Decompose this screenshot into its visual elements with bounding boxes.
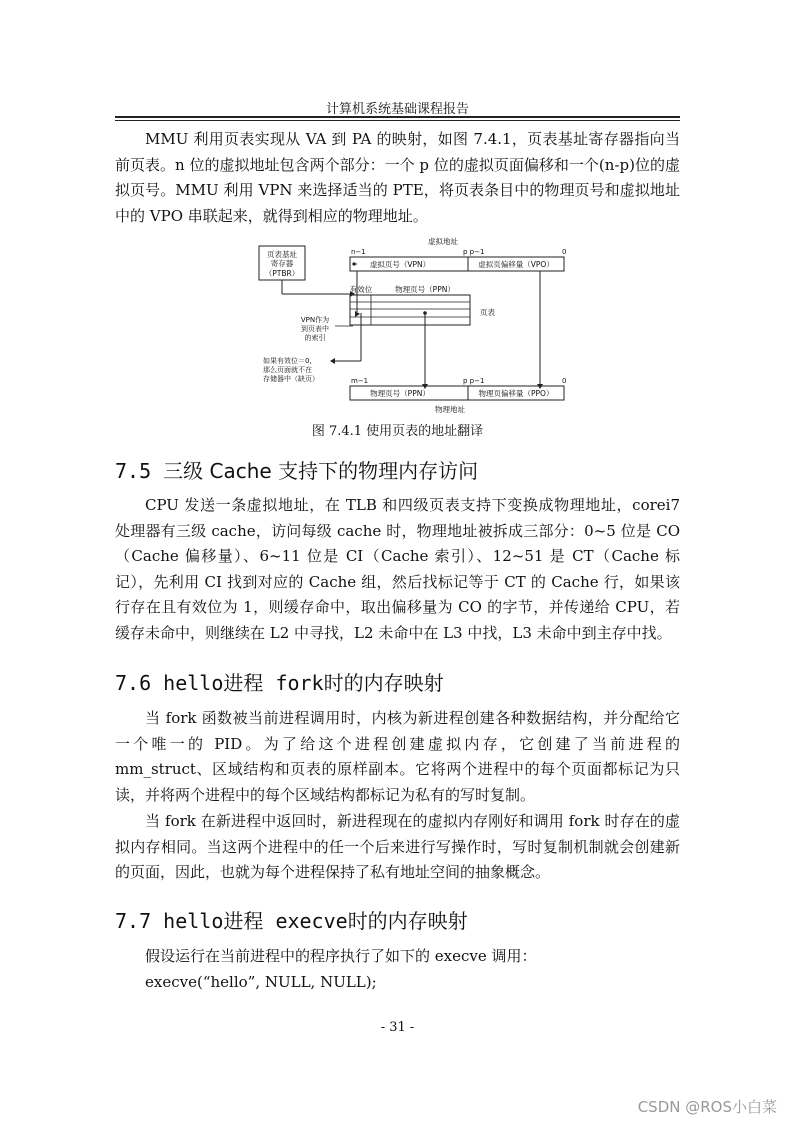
section-7-6-paragraph-2: 当 fork 在新进程中返回时，新进程现在的虚拟内存刚好和调用 fork 时存在的虚拟内存相同。当这两个进程中的任一个后来进行写操作时，写时复制机制就会创建新的页面，因此，也就为每个进程保持了私有地址空间的抽象概念。 <box>115 812 680 881</box>
intro-paragraph: MMU 利用页表实现从 VA 到 PA 的映射，如图 7.4.1，页表基址寄存器指向当前页表。n 位的虚拟地址包含两个部分：一个 p 位的虚拟页面偏移和一个(n-p)位的虚拟页号。MMU 利用 VPN 来选择适当的 PTE，将页表条目中的物理页号和虚拟地址中的 VPO 串联起来，就得到相应的物理地址。 <box>115 130 680 225</box>
section-7-7-mono1: hello <box>163 909 224 933</box>
section-7-5-title: 三级 Cache 支持下的物理内存访问 <box>163 459 479 483</box>
section-7-6-paragraph-1: 当 fork 函数被当前进程调用时，内核为新进程创建各种数据结构，并分配给它一个唯一的 PID。为了给这个进程创建虚拟内存，它创建了当前进程的 mm_struct、区域结构和页表的原样副本。它将两个进程中的每个页面都标记为只读，并将两个进程中的每个区域结构都标记为私有的写时复制。 <box>115 709 680 804</box>
section-7-7-paragraph-1: 假设运行在当前进程中的程序执行了如下的 execve 调用： <box>145 947 537 965</box>
vpn-index-note-1: VPN作为 <box>300 316 330 324</box>
section-7-7-mono2: execve <box>275 909 348 933</box>
virtual-address-label: 虚拟地址 <box>428 237 458 246</box>
section-7-6-heading <box>115 667 444 696</box>
section-7-5-paragraph: CPU 发送一条虚拟地址，在 TLB 和四级页表支持下变换成物理地址，corei7 处理器有三级 cache，访问每级 cache 时，物理地址被拆成三部分：0~5 位是 CO（Cache 偏移量）、6~11 位是 CI（Cache 索引）、12~51 是 CT（Cache 标记），先利用 CI 找到对应的 Cache 组，然后找标记等于 CT 的 Cache 行，如果该行存在且有效位为 1，则缓存命中，取出偏移量为 CO 的字节，并传递给 CPU，若缓存未命中，则继续在 L2 中寻找，L2 未命中在 L3 中找，L3 未命中到主存中找。 <box>115 496 680 642</box>
page-fault-note-3: 存储器中（缺页） <box>263 375 319 383</box>
section-7-6-text2: 时的内存映射 <box>323 671 444 695</box>
ptbr-line2: 寄存器 <box>270 259 294 268</box>
vpn-index-note-3: 的索引 <box>304 334 326 342</box>
figure-caption: 图 7.4.1 使用页表的地址翻译 <box>311 424 484 439</box>
section-7-7-text1: 进程 <box>223 909 264 933</box>
csdn-watermark: CSDN @ROS小白菜 <box>637 1098 777 1116</box>
ppo-field-label: 物理页偏移量（PPO） <box>478 389 554 398</box>
vpn-index-note-2: 到页表中 <box>301 325 329 333</box>
running-header: 计算机系统基础课程报告 <box>325 102 469 117</box>
va-bit-n1: n−1 <box>351 248 366 256</box>
ptbr-line1: 页表基址 <box>267 250 297 259</box>
section-7-7-number: 7.7 <box>115 909 152 933</box>
section-7-6-text1: 进程 <box>223 671 264 695</box>
valid-bit-column-label: 有效位 <box>349 285 373 294</box>
pa-bit-p: p p−1 <box>463 377 485 385</box>
page-number: - 31 - <box>380 1020 415 1035</box>
section-7-7-heading <box>115 905 468 934</box>
section-7-6-mono2: fork <box>275 671 324 695</box>
page-table <box>350 295 470 325</box>
section-7-6-mono1: hello <box>163 671 224 695</box>
header-rule-thin <box>115 120 680 121</box>
vpo-field-label: 虚拟页偏移量（VPO） <box>478 260 554 269</box>
section-7-6-number: 7.6 <box>115 671 152 695</box>
ppn-field-label: 物理页号（PPN） <box>370 389 430 398</box>
header-rule <box>115 116 680 118</box>
ptbr-line3: （PTBR） <box>264 269 300 278</box>
execve-code-line: execve(“hello”, NULL, NULL); <box>145 973 377 991</box>
va-bit-p: p p−1 <box>463 248 485 256</box>
ppn-column-label: 物理页号（PPN） <box>395 285 455 294</box>
pa-bit-zero: 0 <box>562 377 567 385</box>
address-translation-figure <box>255 236 585 416</box>
physical-address-label: 物理地址 <box>435 405 465 414</box>
section-7-5-number: 7.5 <box>115 459 152 483</box>
page-fault-note-1: 如果有效位＝0, <box>263 357 312 365</box>
page-table-label: 页表 <box>480 308 495 317</box>
page-fault-note-2: 那么页面就不在 <box>263 366 312 374</box>
va-bit-zero: 0 <box>562 248 567 256</box>
section-7-7-text2: 时的内存映射 <box>347 909 468 933</box>
vpn-field-label: 虚拟页号（VPN） <box>369 260 431 269</box>
pa-bit-m1: m−1 <box>351 377 369 385</box>
section-7-5-heading <box>115 455 478 484</box>
